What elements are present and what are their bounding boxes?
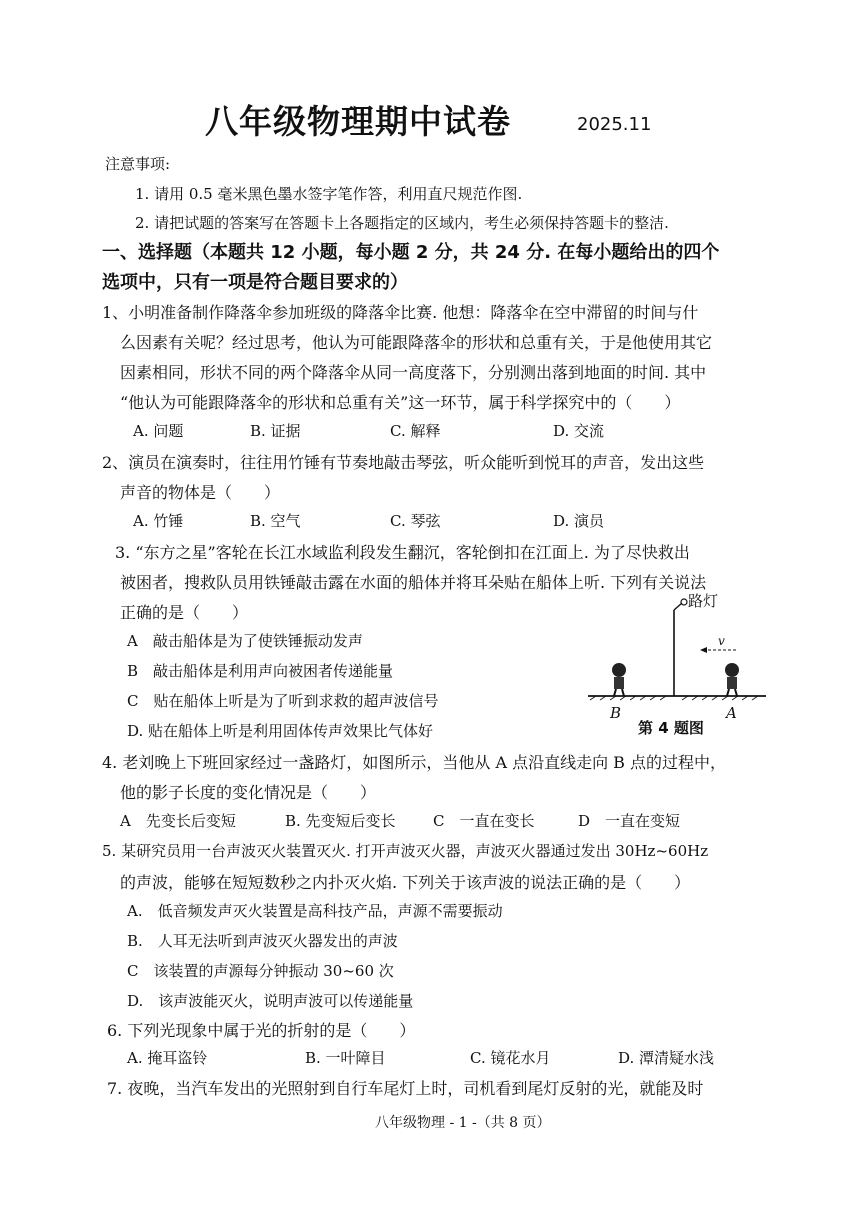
question-5-option-b: B. 人耳无法听到声波灭火器发出的声波 xyxy=(127,932,398,950)
question-6-option-c: C. 镜花水月 xyxy=(470,1049,551,1067)
question-3-option-d: D. 贴在船体上听是利用固体传声效果比气体好 xyxy=(127,722,434,740)
person-a-icon xyxy=(725,663,739,696)
question-1-text: 因素相同，形状不同的两个降落伞从同一高度落下，分别测出落到地面的时间. 其中 xyxy=(120,363,707,382)
question-1-text: 1、小明准备制作降落伞参加班级的降落伞比赛. 他想：降落伞在空中滞留的时间与什 xyxy=(102,303,699,322)
question-6-option-b: B. 一叶障目 xyxy=(305,1049,386,1067)
question-3-option-b: B 敲击船体是利用声向被困者传递能量 xyxy=(127,662,394,680)
question-1-text: “他认为可能跟降落伞的形状和总重有关”这一环节，属于科学探究中的（ ） xyxy=(120,393,681,412)
question-2-text: 2、演员在演奏时，往往用竹锤有节奏地敲击琴弦，听众能听到悦耳的声音，发出这些 xyxy=(102,453,705,472)
exam-date: 2025.11 xyxy=(577,114,652,135)
section-heading: 一、选择题（本题共 12 小题，每小题 2 分，共 24 分. 在每小题给出的四个 xyxy=(102,242,720,263)
question-5-option-a: A. 低音频发声灭火装置是高科技产品，声源不需要振动 xyxy=(127,902,503,920)
lamp-label: 路灯 xyxy=(688,592,719,610)
figure-4 xyxy=(586,592,776,738)
lamp-bulb-icon xyxy=(681,599,687,605)
arrow-head-icon xyxy=(700,647,707,653)
question-5-option-d: D. 该声波能灭火，说明声波可以传递能量 xyxy=(127,992,414,1010)
question-3-text: 正确的是（ ） xyxy=(120,603,249,622)
question-2-option-d: D. 演员 xyxy=(553,512,605,530)
question-1-text: 么因素有关呢？经过思考，他认为可能跟降落伞的形状和总重有关，于是他使用其它 xyxy=(120,333,713,352)
question-5-option-c: C 该装置的声源每分钟振动 30~60 次 xyxy=(127,962,394,980)
figure-caption: 第 4 题图 xyxy=(638,719,704,737)
question-4-text: 4. 老刘晚上下班回家经过一盏路灯，如图所示，当他从 A 点沿直线走向 B 点的过程中， xyxy=(102,753,727,772)
question-4-option-a: A 先变长后变短 xyxy=(120,812,236,830)
question-5-text: 5. 某研究员用一台声波灭火装置灭火. 打开声波灭火器，声波灭火器通过发出 30Hz~60Hz xyxy=(102,842,709,860)
section-heading-cont: 选项中，只有一项是符合题目要求的） xyxy=(102,272,408,293)
question-5-text: 的声波，能够在短短数秒之内扑灭火焰. 下列关于该声波的说法正确的是（ ） xyxy=(120,873,691,892)
question-2-option-c: C. 琴弦 xyxy=(390,512,441,530)
notice-heading: 注意事项: xyxy=(105,155,171,173)
point-a-label: A xyxy=(726,704,737,722)
question-4-option-c: C 一直在变长 xyxy=(433,812,535,830)
question-1-option-a: A. 问题 xyxy=(133,422,184,440)
question-2-option-a: A. 竹锤 xyxy=(133,512,184,530)
question-3-option-a: A 敲击船体是为了使铁锤振动发声 xyxy=(127,632,363,650)
question-3-text: 被困者，搜救队员用铁锤敲击露在水面的船体并将耳朵贴在船体上听. 下列有关说法 xyxy=(120,573,707,592)
question-4-option-d: D 一直在变短 xyxy=(578,812,681,830)
lamp-arm xyxy=(674,603,682,610)
question-2-text: 声音的物体是（ ） xyxy=(120,483,281,502)
notice-item: 2. 请把试题的答案写在答题卡上各题指定的区域内，考生必须保持答题卡的整洁. xyxy=(135,214,669,232)
question-4-text: 他的影子长度的变化情况是（ ） xyxy=(120,783,377,802)
person-b-icon xyxy=(612,663,626,696)
question-6-text: 6. 下列光现象中属于光的折射的是（ ） xyxy=(107,1021,416,1040)
question-2-option-b: B. 空气 xyxy=(250,512,301,530)
question-6-option-a: A. 掩耳盗铃 xyxy=(127,1049,208,1067)
question-6-option-d: D. 潭清疑水浅 xyxy=(618,1049,715,1067)
point-b-label: B xyxy=(610,704,622,722)
question-3-text: 3. “东方之星”客轮在长江水域监利段发生翻沉，客轮倒扣在江面上. 为了尽快救出 xyxy=(115,543,690,562)
page-footer: 八年级物理 - 1 -（共 8 页） xyxy=(375,1115,551,1131)
question-3-option-c: C 贴在船体上听是为了听到求救的超声波信号 xyxy=(127,692,439,710)
notice-item: 1. 请用 0.5 毫米黑色墨水签字笔作答，利用直尺规范作图. xyxy=(135,185,523,203)
question-4-option-b: B. 先变短后变长 xyxy=(285,812,396,830)
question-7-text: 7. 夜晚，当汽车发出的光照射到自行车尾灯上时，司机看到尾灯反射的光，就能及时 xyxy=(107,1079,704,1098)
question-1-option-c: C. 解释 xyxy=(390,422,441,440)
question-1-option-d: D. 交流 xyxy=(553,422,605,440)
velocity-label: v xyxy=(718,634,725,648)
question-1-option-b: B. 证据 xyxy=(250,422,301,440)
page-title: 八年级物理期中试卷 xyxy=(205,102,511,141)
